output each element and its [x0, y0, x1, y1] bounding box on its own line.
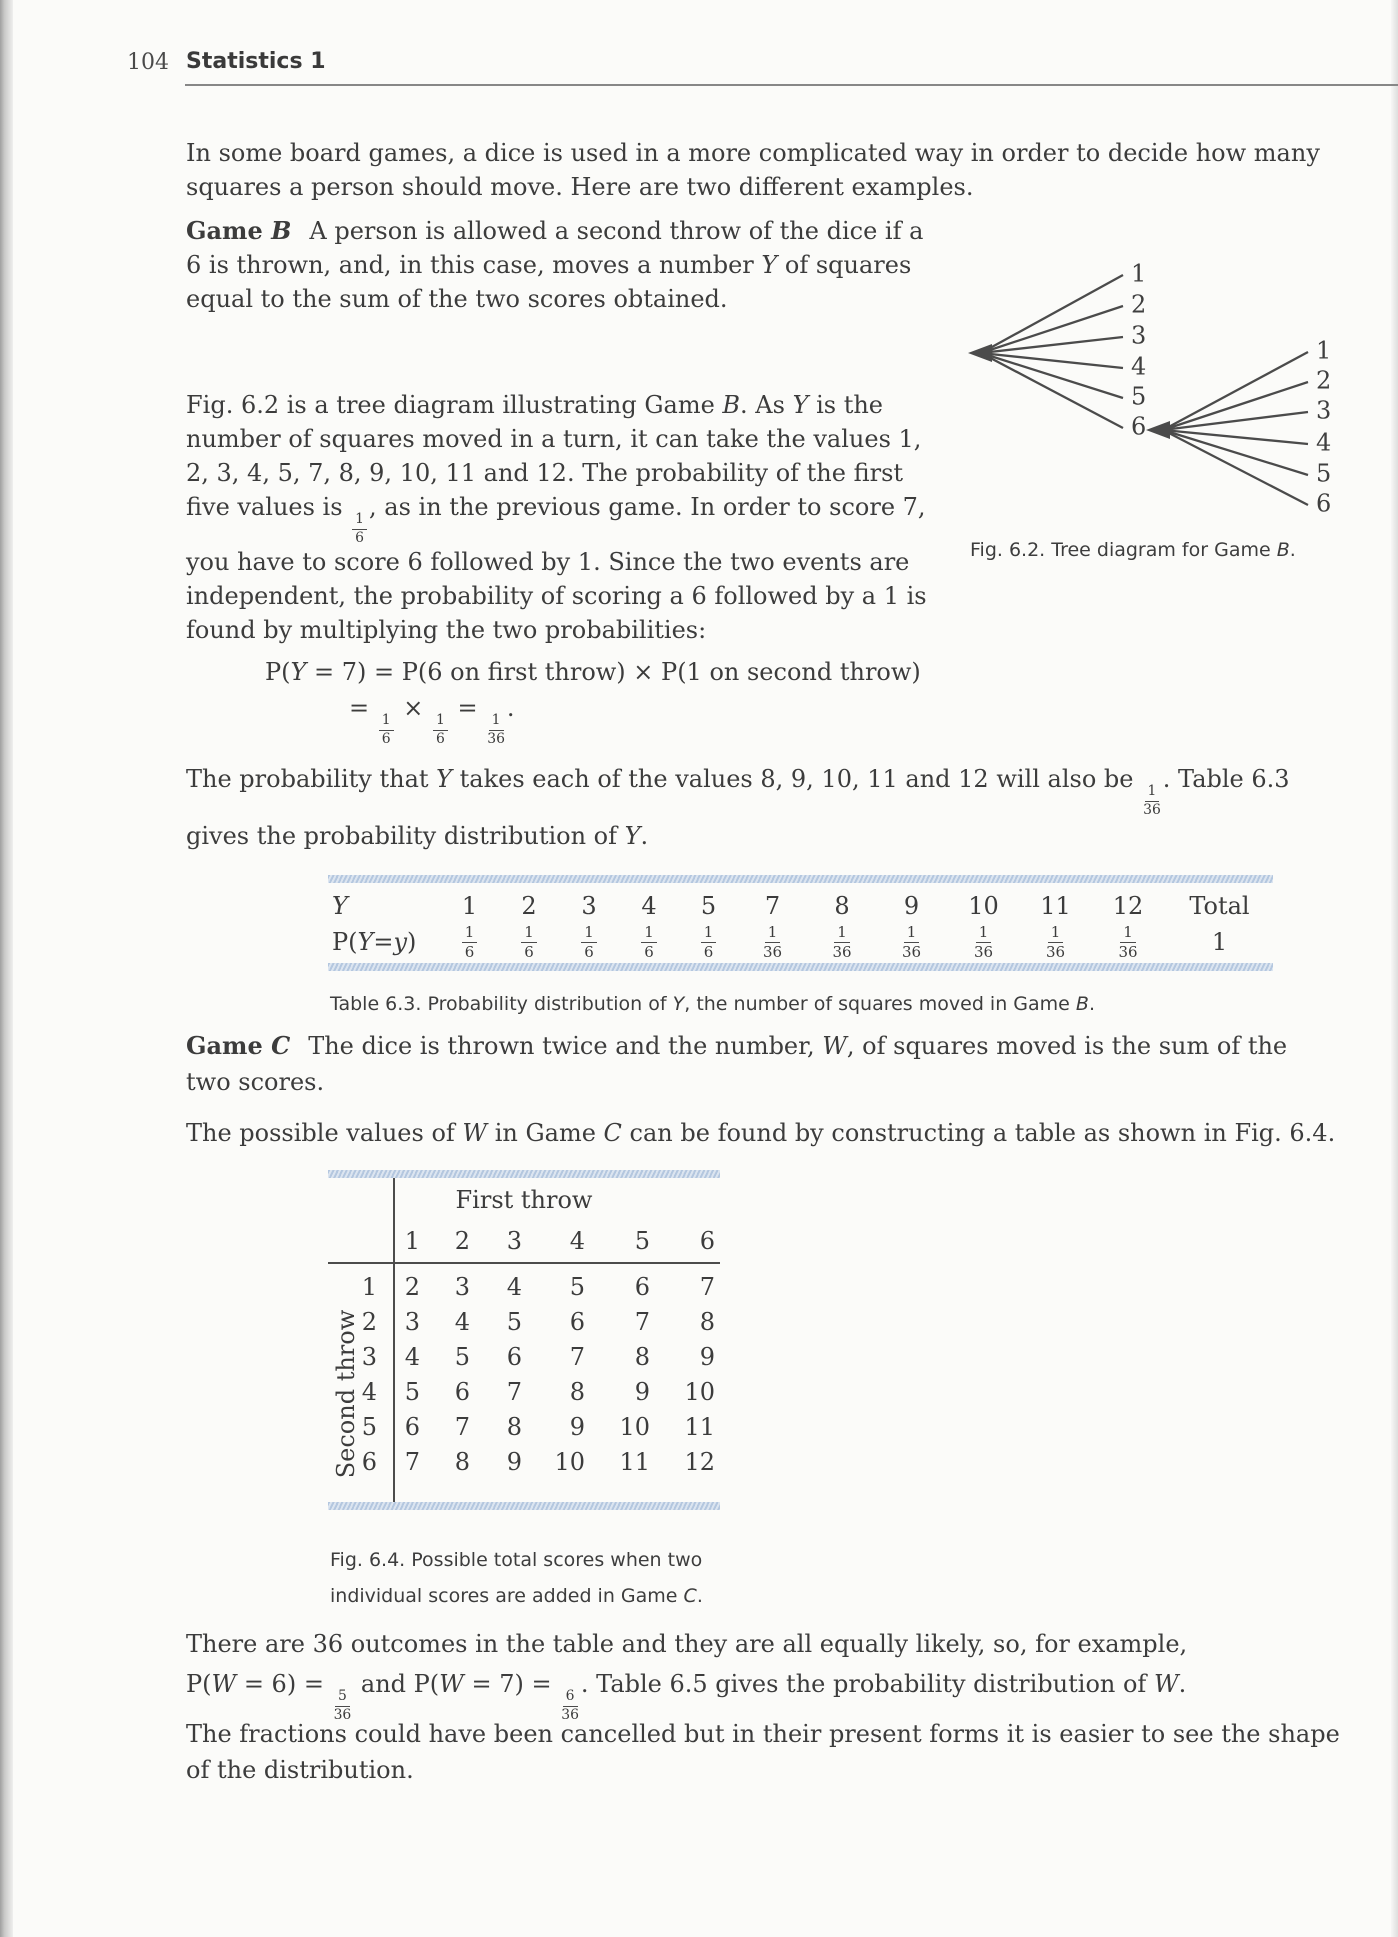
probability-paragraph: The probability that Y takes each of the values 8, 9, 10, 11 and 12 will also be $\frac{1}{36}$ . Table 6.3 gives the probability distribution of Y.: [186, 765, 1290, 851]
fig-6-4-cell: 3: [404, 1308, 420, 1336]
fig-6-4-cell: 9: [699, 1343, 715, 1371]
fig-6-4-cell: 8: [454, 1448, 470, 1476]
fig-6-4-cell: 9: [569, 1413, 585, 1441]
table-6-3-value-cell: $\frac{1}{6}$: [619, 921, 679, 963]
tree-outcome-label: 2: [1316, 366, 1332, 395]
equation-line-2: = $\frac{1}{6}$ × $\frac{1}{6}$ = $\frac{1}{36}$ .: [349, 694, 515, 747]
fig-6-4-cell: 8: [506, 1413, 522, 1441]
table-6-3-value-cell: $\frac{1}{6}$: [440, 921, 499, 963]
fig64-intro-paragraph: The possible values of W in Game C can be found by constructing a table as shown in Fig. 6.4.: [186, 1119, 1336, 1147]
fig-6-4-column-header: 1: [404, 1227, 420, 1255]
fig-6-4-cell: 7: [569, 1343, 585, 1371]
fig-6-4-bottom-border: [328, 1502, 720, 1510]
table-6-3-value-cell: $\frac{1}{36}$: [832, 922, 852, 961]
fig-6-4-caption: Fig. 6.4. Possible total scores when two individual scores are added in Game C.: [330, 1549, 703, 1607]
game-b-paragraph: Game B A person is allowed a second throw of the dice if a 6 is thrown, and, in this case, moves a number Y of squares equal to the sum of the two scores obtained.: [186, 216, 924, 313]
tree-outcome-label: 4: [1131, 352, 1147, 381]
table-6-3-header-cell: 2: [521, 892, 537, 920]
fig-6-4-cell: 12: [684, 1448, 715, 1476]
fig-6-4-cell: 5: [506, 1308, 522, 1336]
table-6-3-caption: Table 6.3. Probability distribution of Y, the number of squares moved in Game B.: [330, 993, 1095, 1015]
fig-6-4-column-headers: [328, 1220, 720, 1262]
fig62-description-paragraph: Fig. 6.2 is a tree diagram illustrating Game B. As Y is the number of squares moved in a turn, it can take the values 1, 2, 3, 4, 5, 7, 8, 9, 10, 11 and 12. The probability of the first five values is $\frac{1}{6}$ , as in the previous game. In order to score 7, you have to score 6 followed by 1. Since the two events are independent, the probability of scoring a 6 followed by a 1 is found by multiplying the two probabilities:: [186, 391, 927, 645]
fig-6-4-column-header: 5: [634, 1227, 650, 1255]
tree-outcome-label: 5: [1131, 382, 1147, 411]
table-6-3-header-cell: 1: [461, 892, 478, 920]
fractions-paragraph: The fractions could have been cancelled but in their present forms it is easier to see the shape of the distribution.: [186, 1720, 1340, 1784]
fig-6-4-cell: 9: [506, 1448, 522, 1476]
table-6-3-value-cell: $\frac{1}{6}$: [499, 921, 559, 963]
table-6-3-bottom-border: [328, 963, 1273, 971]
table-6-3-header-cell: 8: [834, 892, 850, 920]
table-6-3-header-cell: 7: [764, 892, 781, 920]
table-6-3-value-cell: $\frac{1}{6}$: [679, 921, 738, 963]
fig-6-4-cell: 11: [684, 1413, 715, 1441]
fig-6-4-body: [328, 1264, 720, 1502]
fig-6-4-cell: 5: [404, 1378, 420, 1406]
fig-6-4-top-border: [328, 1170, 720, 1178]
tree-outcome-label: 3: [1316, 396, 1332, 425]
fig-6-4-cell: 8: [569, 1378, 585, 1406]
fig-6-4-column-header: 4: [569, 1227, 585, 1255]
table-6-3-value-cell: 1: [1211, 928, 1228, 956]
fig-6-4-cell: 6: [506, 1343, 522, 1371]
fig-6-4-cell: 7: [404, 1448, 420, 1476]
table-6-3-value-cell: $\frac{1}{6}$: [559, 921, 619, 963]
table-6-3-header-cell: 10: [968, 892, 999, 920]
fig-6-4-table: [328, 1170, 720, 1510]
fig-6-4-header: [328, 1178, 720, 1264]
table-6-3-value-cell: $\frac{1}{36}$: [901, 922, 922, 961]
tree-second-vertex-arrowhead: [1146, 421, 1170, 439]
tree-second-throw-labels: [1316, 337, 1331, 518]
table-6-3-header-cell: Total: [1189, 892, 1250, 920]
page-left-edge: [0, 0, 13, 1937]
fig-6-4-cell: 6: [454, 1378, 470, 1406]
table-6-3-header-cell: 4: [641, 892, 657, 920]
fig-6-4-cell: 10: [684, 1378, 715, 1406]
fig-6-4-column-header: 2: [454, 1227, 470, 1255]
tree-outcome-label: 4: [1316, 428, 1332, 457]
table-6-3-header-cell: 12: [1112, 892, 1144, 920]
table-6-3-grid: [328, 883, 1273, 963]
game-c-paragraph: Game C The dice is thrown twice and the number, W, of squares moved is the sum of the two scores.: [186, 1031, 1288, 1096]
fig-6-4-cell: 7: [454, 1413, 470, 1441]
fig-6-4-row: [328, 1445, 720, 1480]
tree-outcome-label: 5: [1316, 459, 1332, 488]
fig-6-4-cell: 7: [699, 1273, 715, 1301]
table-6-3-header-cell: 3: [581, 892, 597, 920]
fig-6-4-cell: 4: [506, 1273, 522, 1301]
second-throw-label: Second throw: [332, 1309, 360, 1479]
fig-6-4-column-header: 6: [699, 1227, 715, 1255]
fig-6-4-cell: 7: [634, 1308, 650, 1336]
fig-6-4-cell: 3: [454, 1273, 470, 1301]
fig-6-4-cell: 6: [569, 1308, 585, 1336]
section-title: Statistics 1: [186, 49, 326, 74]
fig-6-4-cell: 11: [619, 1448, 650, 1476]
fig-6-4-row-label: 5: [361, 1413, 377, 1441]
fig-6-4-cell: 5: [569, 1273, 585, 1301]
intro-paragraph: In some board games, a dice is used in a more complicated way in order to decide how many squares a person should move. Here are two different examples.: [186, 139, 1320, 201]
table-6-3-value-cell: P( Y = y ): [332, 928, 417, 956]
fig-6-4-row-label: 4: [361, 1378, 377, 1406]
fig-6-4-row-label: 2: [361, 1308, 377, 1336]
tree-outcome-label: 3: [1131, 321, 1147, 350]
fig-6-4-cell: 4: [454, 1308, 470, 1336]
table-6-3-header-cell: 11: [1040, 892, 1071, 920]
tree-outcome-label: 1: [1131, 259, 1147, 288]
fig-6-4-cell: 8: [634, 1343, 650, 1371]
fig-6-4-row: [328, 1410, 720, 1445]
tree-outcome-label: 2: [1131, 290, 1147, 319]
fig-6-4-cell: 9: [634, 1378, 650, 1406]
table-6-3-header-cell: Y: [332, 892, 348, 920]
fig-6-4-row-label: 6: [361, 1448, 377, 1476]
table-6-3: [328, 875, 1273, 971]
tree-outcome-label: 6: [1131, 412, 1147, 441]
fig-6-4-row: [328, 1375, 720, 1410]
table-6-3-header-cell: 5: [700, 892, 717, 920]
table-6-3-top-border: [328, 875, 1273, 883]
fig-6-4-cell: 6: [404, 1413, 420, 1441]
fig-6-4-cell: 7: [506, 1378, 522, 1406]
fig-6-4-cell: 2: [404, 1273, 420, 1301]
page-right-edge: [1391, 0, 1398, 1937]
tree-outcome-label: 1: [1316, 336, 1332, 365]
first-throw-label: First throw: [455, 1186, 593, 1214]
tree-first-vertex-arrowhead: [968, 344, 992, 362]
tree-diagram-figure: [935, 198, 1340, 533]
fig-6-4-row: [328, 1305, 720, 1340]
fig-6-4-column-header: 3: [506, 1227, 522, 1255]
header-rule: [185, 84, 1398, 86]
tree-outcome-label: 6: [1316, 489, 1332, 518]
fig-6-4-row: [328, 1340, 720, 1375]
fig-6-4-cell: 10: [554, 1448, 585, 1476]
fig-6-4-cell: 6: [634, 1273, 650, 1301]
fig-6-4-cell: 4: [404, 1343, 420, 1371]
table-6-3-header-cell: 9: [903, 892, 920, 920]
fig-6-4-cell: 5: [454, 1343, 470, 1371]
fig-6-4-cell: 8: [699, 1308, 715, 1336]
table-6-3-value-cell: $\frac{1}{36}$: [1045, 922, 1066, 961]
tree-first-fan-branches: [981, 275, 1123, 428]
fig-6-4-vertical-rule: [393, 1178, 395, 1502]
fig62-caption: Fig. 6.2. Tree diagram for Game B.: [970, 539, 1296, 561]
page-number: 104: [127, 50, 169, 75]
tree-second-fan-branches: [1163, 352, 1308, 505]
fig-6-4-row-label: 3: [361, 1343, 377, 1371]
tree-first-throw-labels: [1131, 260, 1146, 441]
table-6-3-value-cell: $\frac{1}{36}$: [973, 922, 994, 961]
table-6-3-value-cell: $\frac{1}{36}$: [1118, 922, 1138, 961]
fig-6-4-row-label: 1: [361, 1273, 377, 1301]
outcomes-paragraph: There are 36 outcomes in the table and they are all equally likely, so, for example, P(W = 6) = $\frac{5}{36}$ and P(W = 7) = $\frac{6}{36}$ . Table 6.5 gives the probability distribution of W.: [186, 1630, 1188, 1723]
fig-6-4-cell: 10: [619, 1413, 650, 1441]
equation-line-1: P(Y = 7) = P(6 on first throw) × P(1 on second throw): [265, 658, 921, 686]
fig-6-4-row: [328, 1270, 720, 1305]
table-6-3-value-cell: $\frac{1}{36}$: [762, 922, 783, 961]
